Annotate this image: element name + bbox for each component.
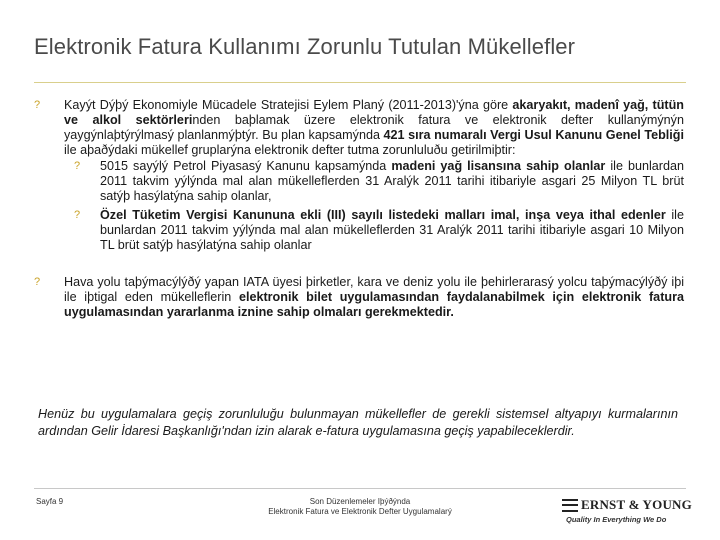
page-number: Sayfa 9 xyxy=(36,497,64,506)
s2-text-1: ile bunlardan 2011 takvim yýlýnda mal alan mükelleflerden 31 Aralýk 2011 tarihi itibariyle asgari 10 Milyon TL brüt satýþ hasýlatýna sahip olanlar xyxy=(100,208,684,252)
logo-name: ERNST & YOUNG xyxy=(581,497,692,512)
slide-title: Elektronik Fatura Kullanımı Zorunlu Tutulan Mükellefler xyxy=(34,34,576,59)
p1-text-1: Kayýt Dýþý Ekonomiyle Mücadele Stratejisi Eylem Planý (2011-2013)'ýna göre xyxy=(64,98,513,112)
logo-mark-icon xyxy=(562,499,578,512)
bullet-marker: ? xyxy=(34,99,41,111)
ernst-young-logo xyxy=(562,497,692,531)
footer-caption xyxy=(230,497,490,517)
p2-bold-1: elektronik bilet uygulamasından faydalanabilmek için elektronik fatura uygulamasından yararlanma iznine sahip olmaları gerekmektedir. xyxy=(64,290,684,319)
bullet-marker: ? xyxy=(34,276,41,288)
bullet-marker: ? xyxy=(74,209,81,221)
sub-bullet-1 xyxy=(34,159,684,204)
italic-note: Henüz bu uygulamalara geçiş zorunluluğu bulunmayan mükellefler de gerekli sistemsel altyapıyı kurmalarının ardından Gelir İdaresi Başkanlığı'ndan izin alarak e-fatura uygulamasına geçiş yapabileceklerdir. xyxy=(38,407,678,438)
p1-bold-2: 421 sıra numaralı Vergi Usul Kanunu Genel Tebliği xyxy=(383,128,684,142)
footer-line-2: Elektronik Fatura ve Elektronik Defter Uygulamalarý xyxy=(268,507,452,516)
p1-bold-1: akaryakıt, madenî yağ, tütün ve alkol sektörleri xyxy=(64,98,684,127)
p1-text-3: ile aþaðýdaki mükellef gruplarýna elektronik defter tutma zorunluluðu getirilmiþtir: xyxy=(64,143,516,157)
title-divider xyxy=(34,82,686,83)
bullet-paragraph-2 xyxy=(34,275,684,320)
s1-bold-1: madeni yağ lisansına sahip olanlar xyxy=(391,159,606,173)
s1-text-1: 5015 sayýlý Petrol Piyasasý Kanunu kapsamýnda xyxy=(100,159,392,173)
footer-line-1: Son Düzenlemeler Iþýðýnda xyxy=(309,497,411,506)
footer-divider xyxy=(34,488,686,489)
p2-text-1: Hava yolu taþýmacýlýðý yapan IATA üyesi þirketler, kara ve deniz yolu ile þehirlerarasý yolcu taþýmacýlýðý iþi ile iþtigal eden mükelleflerin xyxy=(64,275,684,304)
p1-text-2: nden baþlamak üzere elektronik fatura ve elektronik defter kullanýmýnýn yaygýnlaþtýrýlmasý planlanmýþtýr. Bu plan kapsamýnda xyxy=(64,113,684,142)
s1-text-2: ile bunlardan 2011 takvim yýlýnda mal alan mükelleflerden 31 Aralýk 2011 tarihi itibariyle asgari 25 Milyon TL brüt satýþ hasýlatýna sahip olanlar, xyxy=(100,159,684,203)
slide-content xyxy=(34,98,684,320)
bullet-paragraph-1 xyxy=(34,98,684,158)
bullet-marker: ? xyxy=(74,160,81,172)
sub-bullet-2 xyxy=(34,208,684,253)
logo-tagline: Quality In Everything We Do xyxy=(566,515,667,524)
s2-bold-1: Özel Tüketim Vergisi Kanununa ekli (III) sayılı listedeki malları imal, inşa veya ithal edenler xyxy=(100,208,666,222)
